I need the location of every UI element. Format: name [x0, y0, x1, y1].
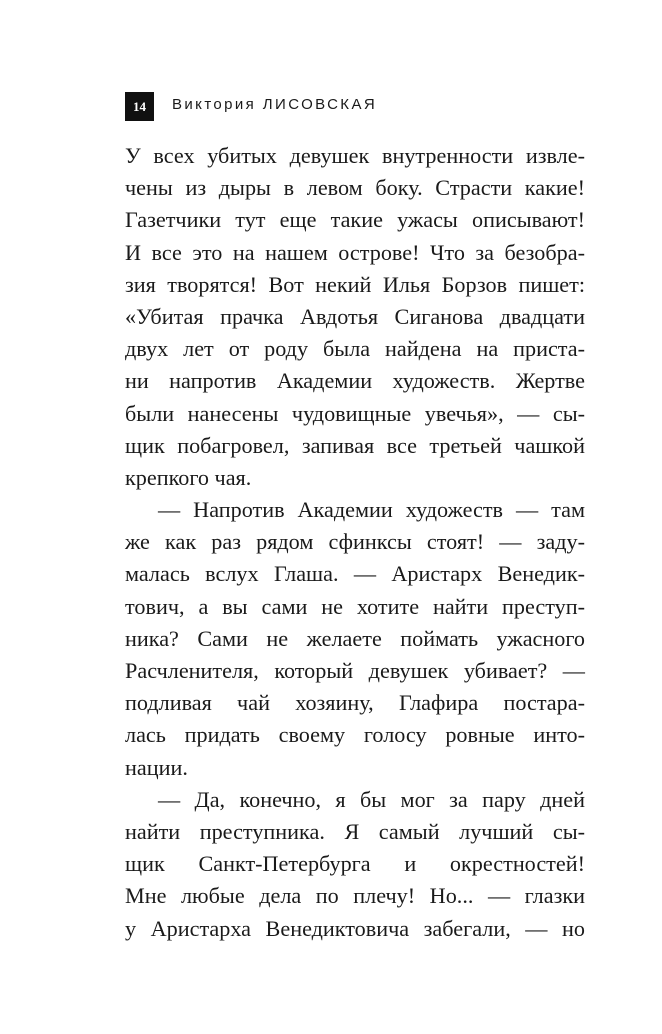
- text-line: нации.: [125, 754, 188, 780]
- text-line: найти преступника. Я самый лучший сы-: [125, 818, 585, 844]
- text-line: И все это на нашем острове! Что за безобра-: [125, 239, 585, 265]
- text-line: ника? Сами не желаете поймать ужасного: [125, 625, 585, 651]
- text-line: — Да, конечно, я бы мог за пару дней: [158, 786, 585, 812]
- body-text: [125, 140, 585, 945]
- text-line: щик Санкт-Петербурга и окрестностей!: [125, 851, 585, 877]
- text-line: Газетчики тут еще такие ужасы описывают!: [125, 207, 585, 233]
- page-number: 14: [125, 92, 154, 121]
- text-line: У всех убитых девушек внутренности извле-: [125, 143, 585, 168]
- text-line: были нанесены чудовищные увечья», — сы-: [125, 400, 585, 426]
- text-line: ни напротив Академии художеств. Жертве: [125, 368, 585, 394]
- text-line: подливая чай хозяину, Глафира постара-: [125, 690, 585, 716]
- text-line: малась вслух Глаша. — Аристарх Венедик-: [125, 561, 585, 587]
- text-line: тович, а вы сами не хотите найти преступ-: [125, 593, 585, 619]
- text-line: же как раз рядом сфинксы стоят! — заду-: [125, 529, 585, 555]
- text-line: зия творятся! Вот некий Илья Борзов пишет:: [125, 271, 585, 297]
- text-line: Мне любые дела по плечу! Но... — глазки: [125, 883, 585, 909]
- text-line: двух лет от роду была найдена на приста-: [125, 336, 585, 362]
- text-line: щик побагровел, запивая все третьей чашкой: [125, 432, 585, 458]
- running-head-author: Виктория ЛИСОВСКАЯ: [172, 96, 378, 113]
- text-line: крепкого чая.: [125, 464, 252, 490]
- text-line: чены из дыры в левом боку. Страсти какие!: [125, 175, 585, 201]
- text-line: у Аристарха Венедиктовича забегали, — но: [125, 915, 585, 941]
- text-line: Расчленителя, который девушек убивает? —: [125, 658, 585, 683]
- text-line: — Напротив Академии художеств — там: [158, 497, 585, 523]
- text-line: «Убитая прачка Авдотья Сиганова двадцати: [125, 303, 585, 329]
- text-line: лась придать своему голосу ровные инто-: [125, 722, 585, 748]
